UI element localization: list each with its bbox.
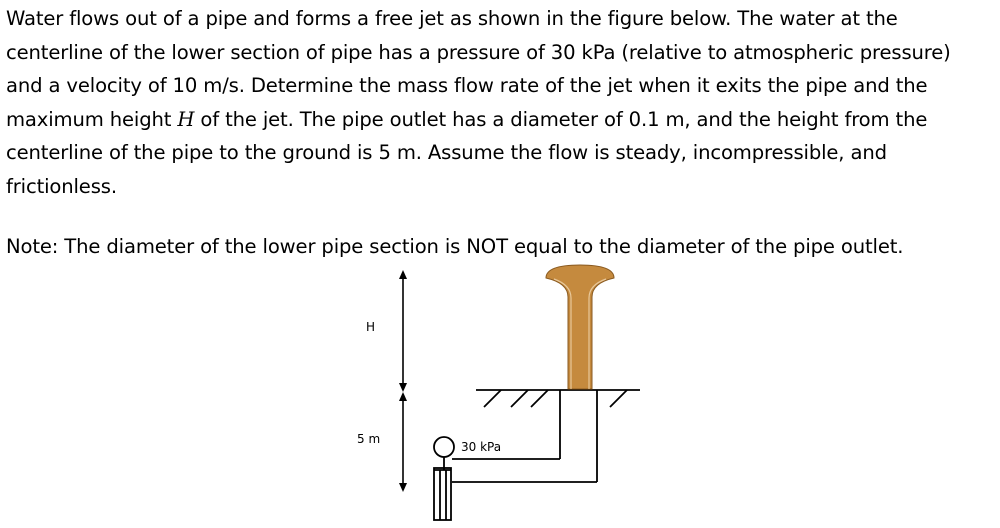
problem-line-6: frictionless. — [6, 174, 117, 198]
label-5m: 5 m — [357, 432, 381, 446]
problem-line-4b: of the jet. The pipe outlet has a diameter of 0.1 m, and the height from the — [194, 107, 928, 131]
note-text: Note: The diameter of the lower pipe section is NOT equal to the diameter of the pipe outlet. — [6, 235, 904, 258]
pressure-gauge — [434, 437, 454, 470]
label-H: H — [366, 320, 376, 334]
height-symbol: H — [177, 107, 195, 131]
problem-line-2: centerline of the lower section of pipe has a pressure of 30 kPa (relative to atmospheric pressure) — [6, 40, 951, 64]
label-pressure: 30 kPa — [461, 440, 502, 454]
problem-line-5: centerline of the pipe to the ground is 5 m. Assume the flow is steady, incompressible, and — [6, 141, 887, 164]
free-jet — [546, 265, 614, 389]
height-dimension-arrow — [399, 270, 407, 392]
pipe — [434, 390, 597, 520]
five-meter-dimension-arrow — [399, 392, 407, 492]
problem-line-3: and a velocity of 10 m/s. Determine the mass flow rate of the jet when it exits the pipe and the — [6, 74, 928, 97]
ground-line — [476, 390, 640, 407]
problem-line-4a: maximum height — [6, 107, 178, 131]
problem-line-1: Water flows out of a pipe and forms a free jet as shown in the figure below. The water at the — [6, 7, 898, 30]
